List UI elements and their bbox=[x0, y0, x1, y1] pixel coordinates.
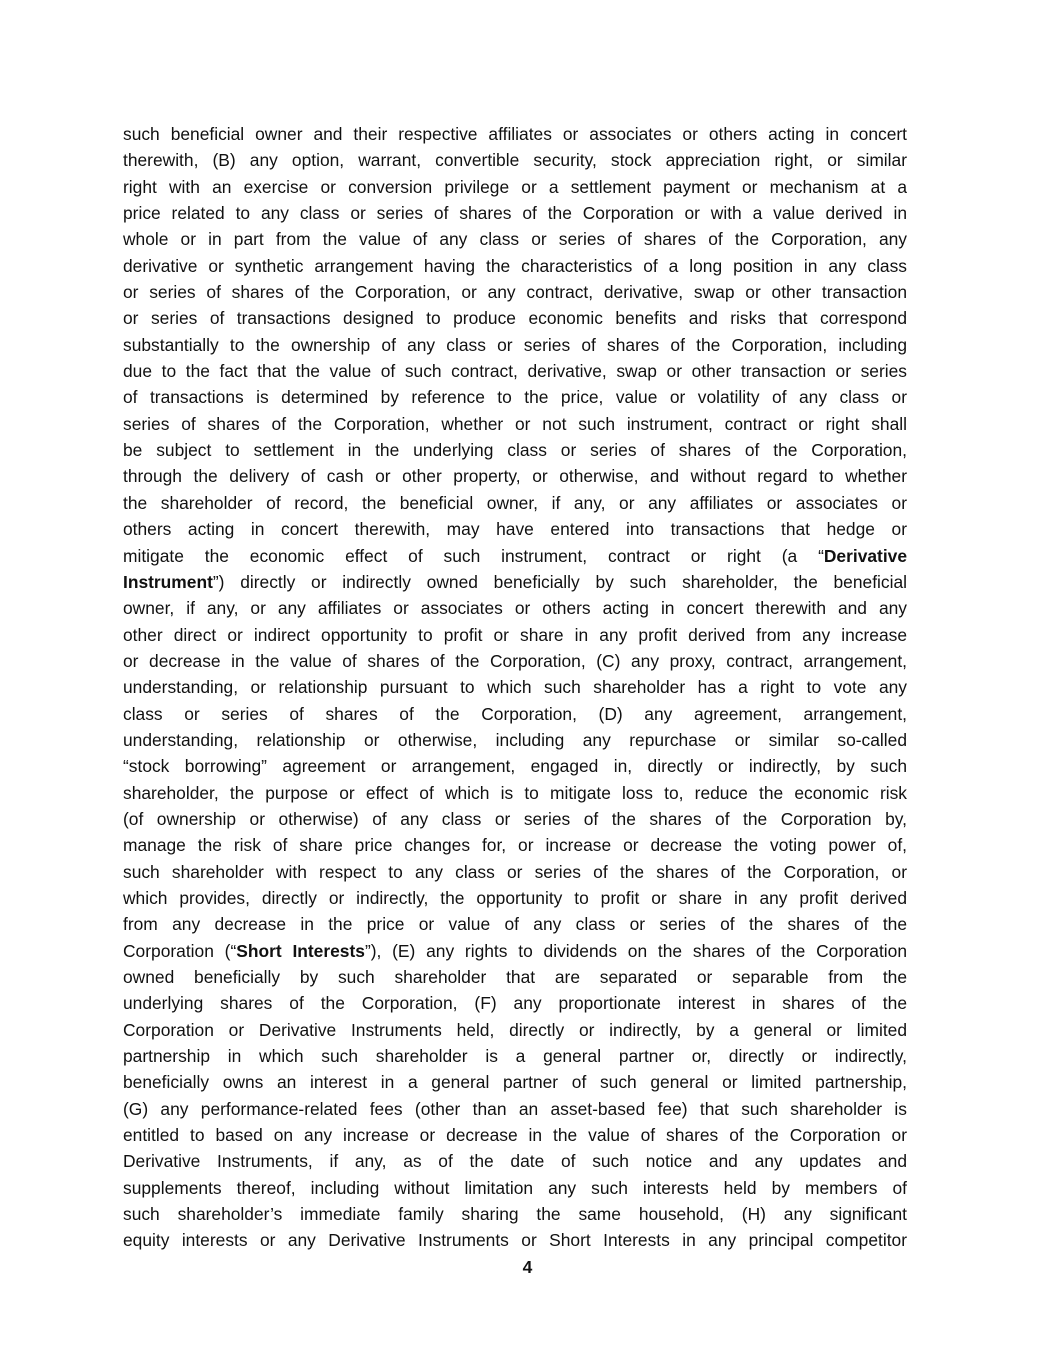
text-line bbox=[123, 648, 907, 674]
text-segment: Corporation or Derivative Instruments held, directly or indirectly, by a general or limited bbox=[123, 1019, 907, 1040]
text-segment: such shareholder’s immediate family sharing the same household, (H) any significant bbox=[123, 1204, 907, 1225]
text-line bbox=[123, 305, 907, 331]
text-segment: from any decrease in the price or value of any class or series of the shares of the bbox=[123, 914, 907, 935]
text-line bbox=[123, 147, 907, 173]
text-segment: which provides, directly or indirectly, the opportunity to profit or share in any profit derived bbox=[123, 887, 907, 908]
text-segment: derivative or synthetic arrangement having the characteristics of a long position in any class bbox=[123, 255, 907, 276]
text-segment: understanding, or relationship pursuant to which such shareholder has a right to vote any bbox=[123, 677, 907, 698]
text-segment: underlying shares of the Corporation, (F) any proportionate interest in shares of the bbox=[123, 993, 907, 1014]
text-line bbox=[123, 780, 907, 806]
text-line bbox=[123, 964, 907, 990]
text-segment: (of ownership or otherwise) of any class or series of the shares of the Corporation by, bbox=[123, 808, 907, 829]
text-segment: or series of shares of the Corporation, or any contract, derivative, swap or other transaction bbox=[123, 282, 907, 303]
text-line bbox=[123, 411, 907, 437]
text-line bbox=[123, 1017, 907, 1043]
text-line bbox=[123, 384, 907, 410]
text-segment: equity interests or any Derivative Instruments or Short Interests in any principal competitor bbox=[123, 1230, 907, 1251]
text-line bbox=[123, 226, 907, 252]
text-segment: due to the fact that the value of such contract, derivative, swap or other transaction or series bbox=[123, 361, 907, 382]
text-segment: beneficially owns an interest in a general partner of such general or limited partnership, bbox=[123, 1072, 907, 1093]
text-segment: therewith, (B) any option, warrant, convertible security, stock appreciation right, or similar bbox=[123, 150, 907, 171]
text-line bbox=[123, 885, 907, 911]
text-segment: class or series of shares of the Corporation, (D) any agreement, arrangement, bbox=[123, 703, 907, 724]
text-segment: ”), (E) any rights to dividends on the shares of the Corporation bbox=[364, 940, 907, 961]
text-segment: be subject to settlement in the underlying class or series of shares of the Corporation, bbox=[123, 440, 907, 461]
text-line bbox=[123, 200, 907, 226]
text-line bbox=[123, 569, 907, 595]
body-paragraph bbox=[123, 121, 907, 1254]
text-segment: shareholder, the purpose or effect of which is to mitigate loss to, reduce the economic risk bbox=[123, 782, 907, 803]
text-line bbox=[123, 832, 907, 858]
text-segment: ”) directly or indirectly owned beneficially by such shareholder, the beneficial bbox=[212, 571, 907, 592]
text-line bbox=[123, 806, 907, 832]
text-line bbox=[123, 121, 907, 147]
text-line bbox=[123, 516, 907, 542]
text-segment: substantially to the ownership of any class or series of shares of the Corporation, including bbox=[123, 334, 907, 355]
text-line bbox=[123, 1148, 907, 1174]
text-line bbox=[123, 1096, 907, 1122]
defined-term: Derivative bbox=[823, 545, 907, 566]
text-segment: partnership in which such shareholder is a general partner or, directly or indirectly, bbox=[123, 1046, 907, 1067]
text-line bbox=[123, 543, 907, 569]
text-line bbox=[123, 753, 907, 779]
text-line bbox=[123, 437, 907, 463]
text-line bbox=[123, 490, 907, 516]
text-segment: such shareholder with respect to any class or series of the shares of the Corporation, or bbox=[123, 861, 907, 882]
text-segment: owner, if any, or any affiliates or associates or others acting in concert therewith and any bbox=[123, 598, 907, 619]
text-segment: manage the risk of share price changes for, or increase or decrease the voting power of, bbox=[123, 835, 907, 856]
text-line bbox=[123, 674, 907, 700]
text-segment: whole or in part from the value of any class or series of shares of the Corporation, any bbox=[123, 229, 907, 250]
text-line bbox=[123, 174, 907, 200]
text-segment: others acting in concert therewith, may have entered into transactions that hedge or bbox=[123, 519, 907, 540]
text-segment: entitled to based on any increase or decrease in the value of shares of the Corporation or bbox=[123, 1125, 907, 1146]
text-line bbox=[123, 1069, 907, 1095]
text-line bbox=[123, 358, 907, 384]
text-line bbox=[123, 727, 907, 753]
text-line bbox=[123, 1175, 907, 1201]
text-line bbox=[123, 253, 907, 279]
text-line bbox=[123, 911, 907, 937]
text-line bbox=[123, 1122, 907, 1148]
text-segment: the shareholder of record, the beneficial owner, if any, or any affiliates or associates or bbox=[123, 492, 907, 513]
text-line bbox=[123, 1227, 907, 1253]
text-segment: “stock borrowing” agreement or arrangement, engaged in, directly or indirectly, by such bbox=[123, 756, 907, 777]
text-segment: right with an exercise or conversion privilege or a settlement payment or mechanism at a bbox=[123, 176, 907, 197]
text-segment: of transactions is determined by reference to the price, value or volatility of any class or bbox=[123, 387, 907, 408]
text-segment: Derivative Instruments, if any, as of the date of such notice and any updates and bbox=[123, 1151, 907, 1172]
page-number: 4 bbox=[522, 1257, 533, 1277]
text-segment: series of shares of the Corporation, whether or not such instrument, contract or right shall bbox=[123, 413, 907, 434]
text-line bbox=[123, 622, 907, 648]
text-line bbox=[123, 279, 907, 305]
text-line bbox=[123, 595, 907, 621]
text-segment: through the delivery of cash or other property, or otherwise, and without regard to whether bbox=[123, 466, 907, 487]
text-line bbox=[123, 1201, 907, 1227]
text-line bbox=[123, 1043, 907, 1069]
text-line bbox=[123, 701, 907, 727]
text-segment: other direct or indirect opportunity to profit or share in any profit derived from any increase bbox=[123, 624, 907, 645]
text-line bbox=[123, 990, 907, 1016]
text-line bbox=[123, 859, 907, 885]
text-segment: mitigate the economic effect of such instrument, contract or right (a “ bbox=[123, 545, 824, 566]
text-segment: price related to any class or series of shares of the Corporation or with a value derived in bbox=[123, 203, 907, 224]
text-segment: such beneficial owner and their respective affiliates or associates or others acting in concert bbox=[123, 124, 907, 144]
text-segment: understanding, relationship or otherwise, including any repurchase or similar so-called bbox=[123, 729, 907, 750]
text-segment: Corporation (“ bbox=[123, 940, 237, 961]
text-line bbox=[123, 463, 907, 489]
text-segment: supplements thereof, including without limitation any such interests held by members of bbox=[123, 1177, 907, 1198]
defined-term: Short Interests bbox=[236, 940, 365, 961]
text-segment: (G) any performance-related fees (other than an asset-based fee) that such shareholder is bbox=[123, 1098, 907, 1119]
text-line bbox=[123, 332, 907, 358]
text-segment: owned beneficially by such shareholder that are separated or separable from the bbox=[123, 967, 907, 987]
text-line bbox=[123, 938, 907, 964]
text-segment: or series of transactions designed to produce economic benefits and risks that correspond bbox=[123, 308, 907, 329]
text-segment: or decrease in the value of shares of the Corporation, (C) any proxy, contract, arrangement, bbox=[123, 650, 907, 671]
defined-term: Instrument bbox=[123, 571, 213, 592]
